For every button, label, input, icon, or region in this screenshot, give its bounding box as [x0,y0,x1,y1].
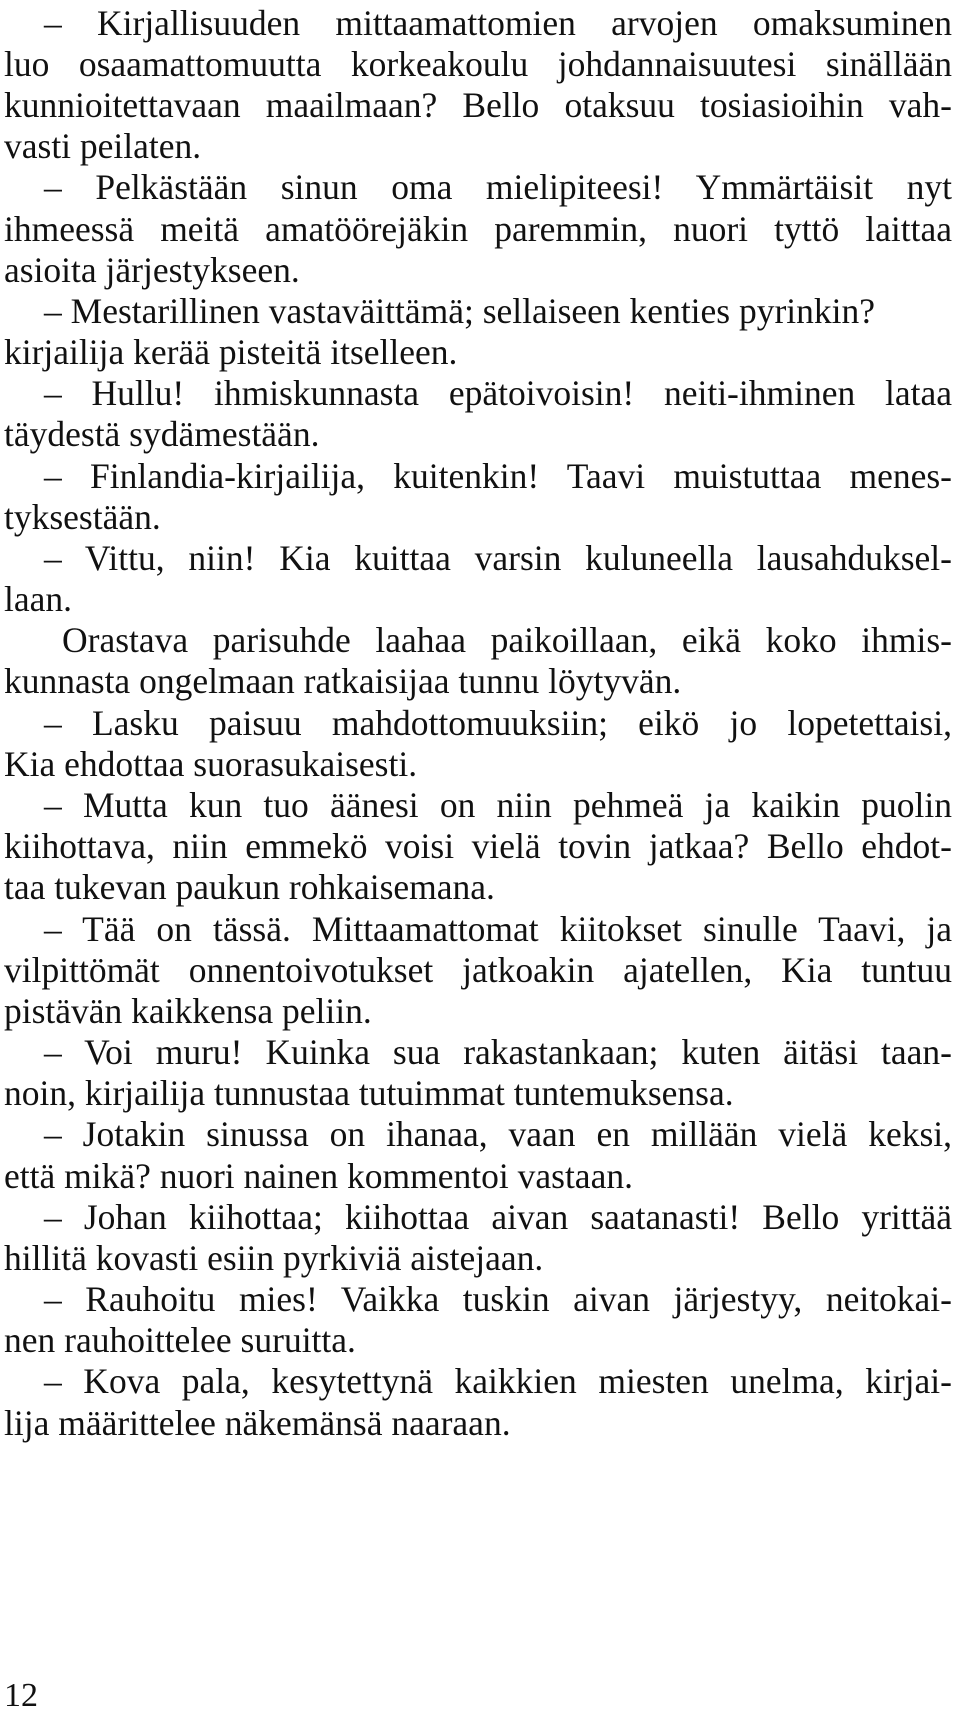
text-line: – Voi muru! Kuinka sua rakastankaan; kuten äitäsi taan- [44,1032,952,1072]
text-line: asioita järjestykseen. [4,250,300,290]
text-line: – Kirjallisuuden mittaamattomien arvojen omaksuminen [44,3,952,43]
text-line: lija määrittelee näkemänsä naaraan. [4,1403,511,1443]
text-line: – Finlandia-kirjailija, kuitenkin! Taavi muistuttaa menes- [44,456,952,496]
text-line: – Tää on tässä. Mittaamattomat kiitokset sinulle Taavi, ja [44,909,952,949]
text-line: ihmeessä meitä amatöörejäkin paremmin, nuori tyttö laittaa [4,209,952,249]
text-line: Orastava parisuhde laahaa paikoillaan, eikä koko ihmis- [62,620,952,660]
text-line: laan. [4,579,73,619]
text-line: kiihottava, niin emmekö voisi vielä tovin jatkaa? Bello ehdot- [4,826,952,866]
text-line: vasti peilaten. [4,126,202,166]
text-line: – Johan kiihottaa; kiihottaa aivan saatanasti! Bello yrittää [44,1197,952,1237]
text-line: Kia ehdottaa suorasukaisesti. [4,744,418,784]
text-line: kunnasta ongelmaan ratkaisijaa tunnu löytyvän. [4,661,682,701]
page-number: 12 [4,1677,38,1714]
text-line: kunnioitettavaan maailmaan? Bello otaksuu tosiasioihin vah- [4,85,952,125]
text-line: hillitä kovasti esiin pyrkiviä aistejaan. [4,1238,544,1278]
text-line: – Kova pala, kesytettynä kaikkien miesten unelma, kirjai- [44,1361,952,1401]
text-line: pistävän kaikkensa peliin. [4,991,372,1031]
text-line: että mikä? nuori nainen kommentoi vastaan. [4,1156,633,1196]
text-line: nen rauhoittelee suruitta. [4,1320,356,1360]
text-line: kirjailija kerää pisteitä itselleen. [4,332,458,372]
text-line: luo osaamattomuutta korkeakoulu johdannaisuutesi sinällään [4,44,952,84]
text-line: tyksestään. [4,497,161,537]
text-line: – Mestarillinen vastaväittämä; sellaiseen kenties pyrinkin? [44,291,876,331]
text-line: täydestä sydämestään. [4,414,320,454]
text-line: – Mutta kun tuo äänesi on niin pehmeä ja kaikin puolin [44,785,952,825]
text-line: – Rauhoitu mies! Vaikka tuskin aivan järjestyy, neitokai- [44,1279,952,1319]
text-line: – Hullu! ihmiskunnasta epätoivoisin! neiti-ihminen lataa [44,373,952,413]
text-line: vilpittömät onnentoivotukset jatkoakin ajatellen, Kia tuntuu [4,950,952,990]
text-line: – Pelkästään sinun oma mielipiteesi! Ymmärtäisit nyt [44,167,952,207]
text-line: noin, kirjailija tunnustaa tutuimmat tuntemuksensa. [4,1073,734,1113]
text-line: – Lasku paisuu mahdottomuuksiin; eikö jo lopetettaisi, [44,703,952,743]
text-line: taa tukevan paukun rohkaisemana. [4,867,495,907]
text-line: – Jotakin sinussa on ihanaa, vaan en millään vielä keksi, [44,1114,952,1154]
text-line: – Vittu, niin! Kia kuittaa varsin kuluneella lausahduksel- [44,538,952,578]
